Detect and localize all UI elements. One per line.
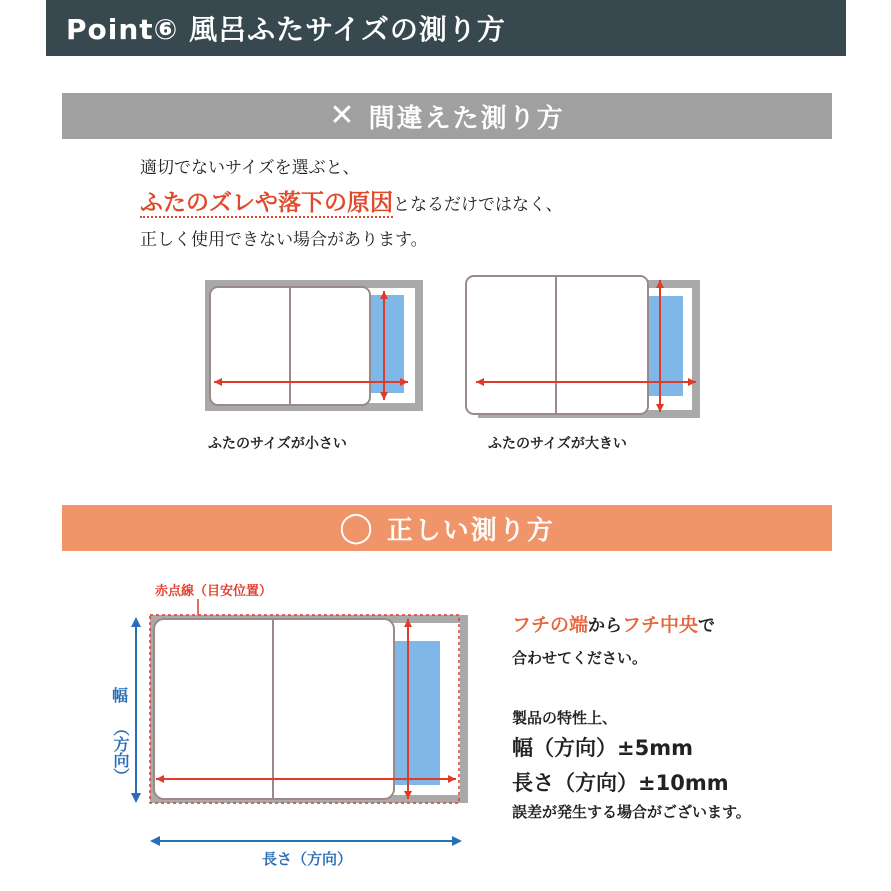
warning-line-2-rest: となるだけではなく、: [393, 195, 563, 215]
correct-measure-illustration: [100, 595, 480, 855]
warning-highlight: ふたのズレや落下の原因: [140, 190, 393, 216]
rim-center-text: フチ中央: [622, 614, 699, 636]
warning-line-3: 正しく使用できない場合があります。: [140, 230, 428, 250]
large-lid-illustration: [460, 272, 710, 422]
width-direction: （方向）: [111, 720, 130, 784]
caption-large-lid: ふたのサイズが大きい: [488, 436, 627, 452]
arrowhead: [150, 836, 160, 846]
rim-edge-text: フチの端: [512, 614, 589, 636]
page-header: [46, 0, 846, 56]
dotted-line-label: 赤点線（目安位置）: [155, 584, 273, 599]
bath-water: [370, 295, 404, 393]
caption-small-lid: ふたのサイズが小さい: [208, 436, 347, 452]
tolerance-length: 長さ（方向）±10mm: [512, 771, 729, 795]
arrowhead: [131, 793, 141, 803]
instruction-line-1: [512, 610, 715, 637]
length-direction-label: 長さ（方向）: [262, 850, 353, 868]
tolerance-note: 誤差が発生する場合がございます。: [512, 803, 751, 821]
wrong-method-bar: [62, 93, 832, 139]
right-method-bar: [62, 505, 832, 551]
cross-icon: ✕: [329, 98, 355, 133]
width-label: 幅: [111, 686, 128, 705]
circle-icon: ◯: [339, 510, 373, 545]
warning-line-1: 適切でないサイズを選ぶと、: [140, 158, 360, 178]
arrowhead: [131, 617, 141, 627]
wrong-method-title: 間違えた測り方: [368, 103, 565, 134]
page-title: Point⑥ 風呂ふたサイズの測り方: [66, 13, 506, 46]
tolerance-intro: 製品の特性上、: [512, 709, 618, 727]
instruction-connector: から: [588, 616, 623, 636]
warning-line-2: [140, 184, 563, 217]
small-lid-illustration: [200, 275, 430, 420]
arrowhead: [452, 836, 462, 846]
width-direction-label: [109, 683, 131, 784]
tolerance-width: 幅（方向）±5mm: [512, 736, 693, 760]
bath-water: [392, 641, 440, 785]
instruction-particle: で: [698, 616, 716, 636]
instruction-line-2: 合わせてください。: [512, 649, 648, 667]
right-method-title: 正しい測り方: [386, 515, 555, 546]
